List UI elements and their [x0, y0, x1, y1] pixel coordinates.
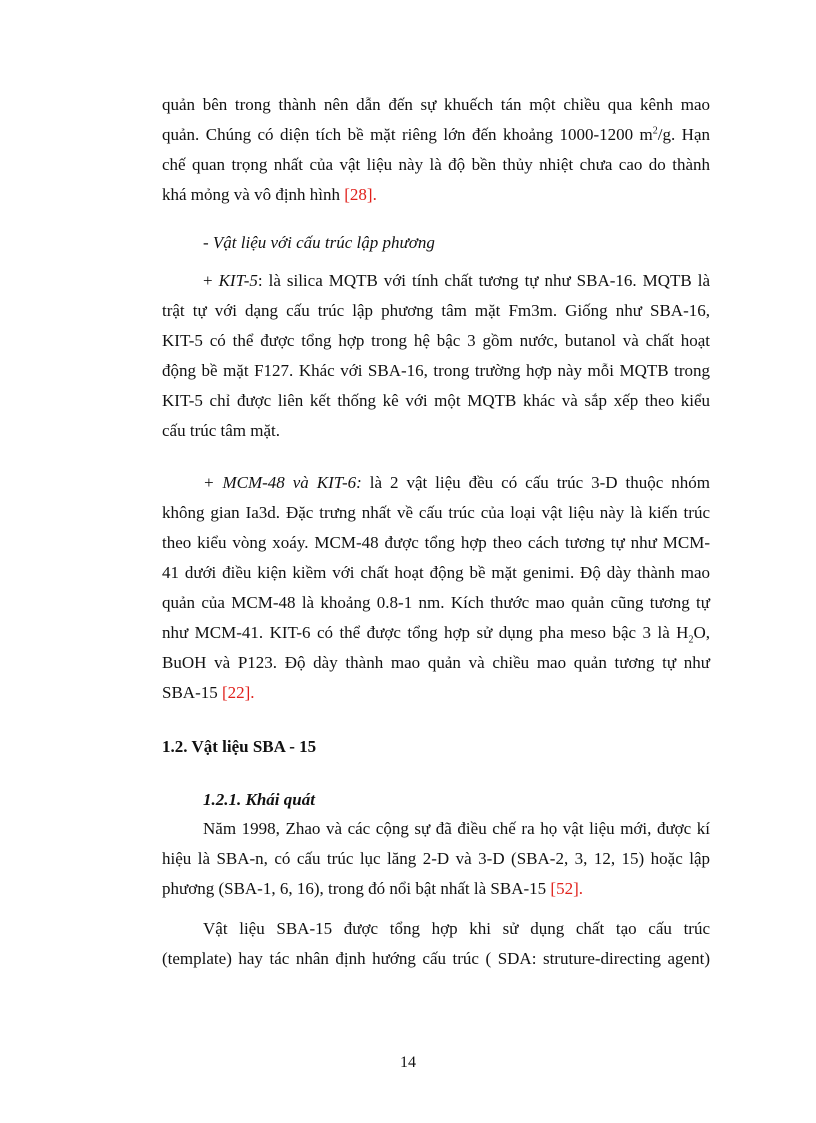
text-line: trật tự với dạng cấu trúc lập phương tâm mặt Fm3m. Giống như SBA-16, [162, 301, 710, 320]
text-line: quản. Chúng có diện tích bề mặt riêng lớn đến khoảng 1000-1200 $m^2/g$. Hạn [162, 125, 710, 144]
section-heading-1-2: 1.2. Vật liệu SBA - 15 [162, 737, 317, 756]
text-line: 41 dưới điều kiện kiềm với chất hoạt động bề mặt genimi. Độ dày thành mao [162, 563, 710, 582]
text-line: KIT-5 chỉ được liên kết thống kê với một MQTB khác và sắp xếp theo kiểu [162, 391, 710, 410]
subsection-heading-1-2-1: 1.2.1. Khái quát [203, 790, 315, 809]
term-kit5: KIT-5 [218, 271, 258, 290]
paragraph-mesopore-surface [162, 90, 710, 210]
text-line: khá mỏng và vô định hình [28]. [162, 185, 377, 204]
text-line: quản của MCM-48 là khoảng 0.8-1 nm. Kích thước mao quản cũng tương tự [162, 593, 710, 612]
citation-link[interactable]: [22]. [221, 683, 255, 702]
subscript: 2 [688, 634, 694, 646]
citation-link[interactable]: [28]. [344, 185, 377, 204]
text-line: theo kiểu vòng xoáy. MCM-48 được tổng hợp theo cách tương tự như MCM- [162, 533, 710, 552]
text-line: động bề mặt F127. Khác với SBA-16, trong trường hợp này mỗi MQTB trong [162, 361, 710, 380]
text-line: Năm 1998, Zhao và các cộng sự đã điều chế ra họ vật liệu mới, được kí [203, 819, 710, 838]
paragraph-mcm48-kit6 [162, 468, 710, 708]
text-line: Vật liệu SBA-15 được tổng hợp khi sử dụng chất tạo cấu trúc [203, 919, 710, 938]
term-mcm48-kit6: + MCM-48 và KIT-6: [203, 473, 362, 492]
text-line: hiệu là SBA-n, có cấu trúc lục lăng 2-D và 3-D (SBA-2, 3, 12, 15) hoặc lập [162, 849, 710, 868]
subheading-cubic-structure: - Vật liệu với cấu trúc lập phương [203, 233, 435, 252]
superscript: 2 [652, 125, 658, 137]
text-line: không gian Ia3d. Đặc trưng nhất về cấu trúc của loại vật liệu này là kiến trúc [162, 503, 710, 522]
paragraph-sba15-synthesis [162, 914, 710, 974]
text-line: quản bên trong thành nên dẫn đến sự khuếch tán một chiều qua kênh mao [162, 95, 710, 114]
citation-link[interactable]: [52]. [550, 879, 583, 898]
text-line: như MCM-41. KIT-6 có thể được tổng hợp sử dụng pha meso bậc 3 là $H_2O$, [162, 623, 710, 646]
text-line: cấu trúc tâm mặt. [162, 421, 281, 440]
text-line: + MCM-48 và KIT-6: là 2 vật liệu đều có cấu trúc 3-D thuộc nhóm [203, 473, 710, 492]
text-line: phương (SBA-1, 6, 16), trong đó nổi bật nhất là SBA-15 [52]. [162, 879, 583, 898]
paragraph-kit5 [162, 266, 710, 446]
page-number: 14 [400, 1054, 416, 1071]
text-line: BuOH và P123. Độ dày thành mao quản và chiều mao quản tương tự như [162, 653, 710, 672]
text-line: SBA-15 [22]. [162, 683, 255, 702]
text-line: KIT-5 có thể được tổng hợp trong hệ bậc 3 gồm nước, butanol và chất hoạt [162, 331, 710, 350]
paragraph-zhao-1998 [162, 814, 710, 904]
text-line: chế quan trọng nhất của vật liệu này là độ bền thủy nhiệt chưa cao do thành [162, 155, 710, 174]
text-line: + KIT-5: là silica MQTB với tính chất tương tự như SBA-16. MQTB là [203, 271, 710, 290]
text-line: (template) hay tác nhân định hướng cấu trúc ( SDA: struture-directing agent) [162, 949, 710, 968]
